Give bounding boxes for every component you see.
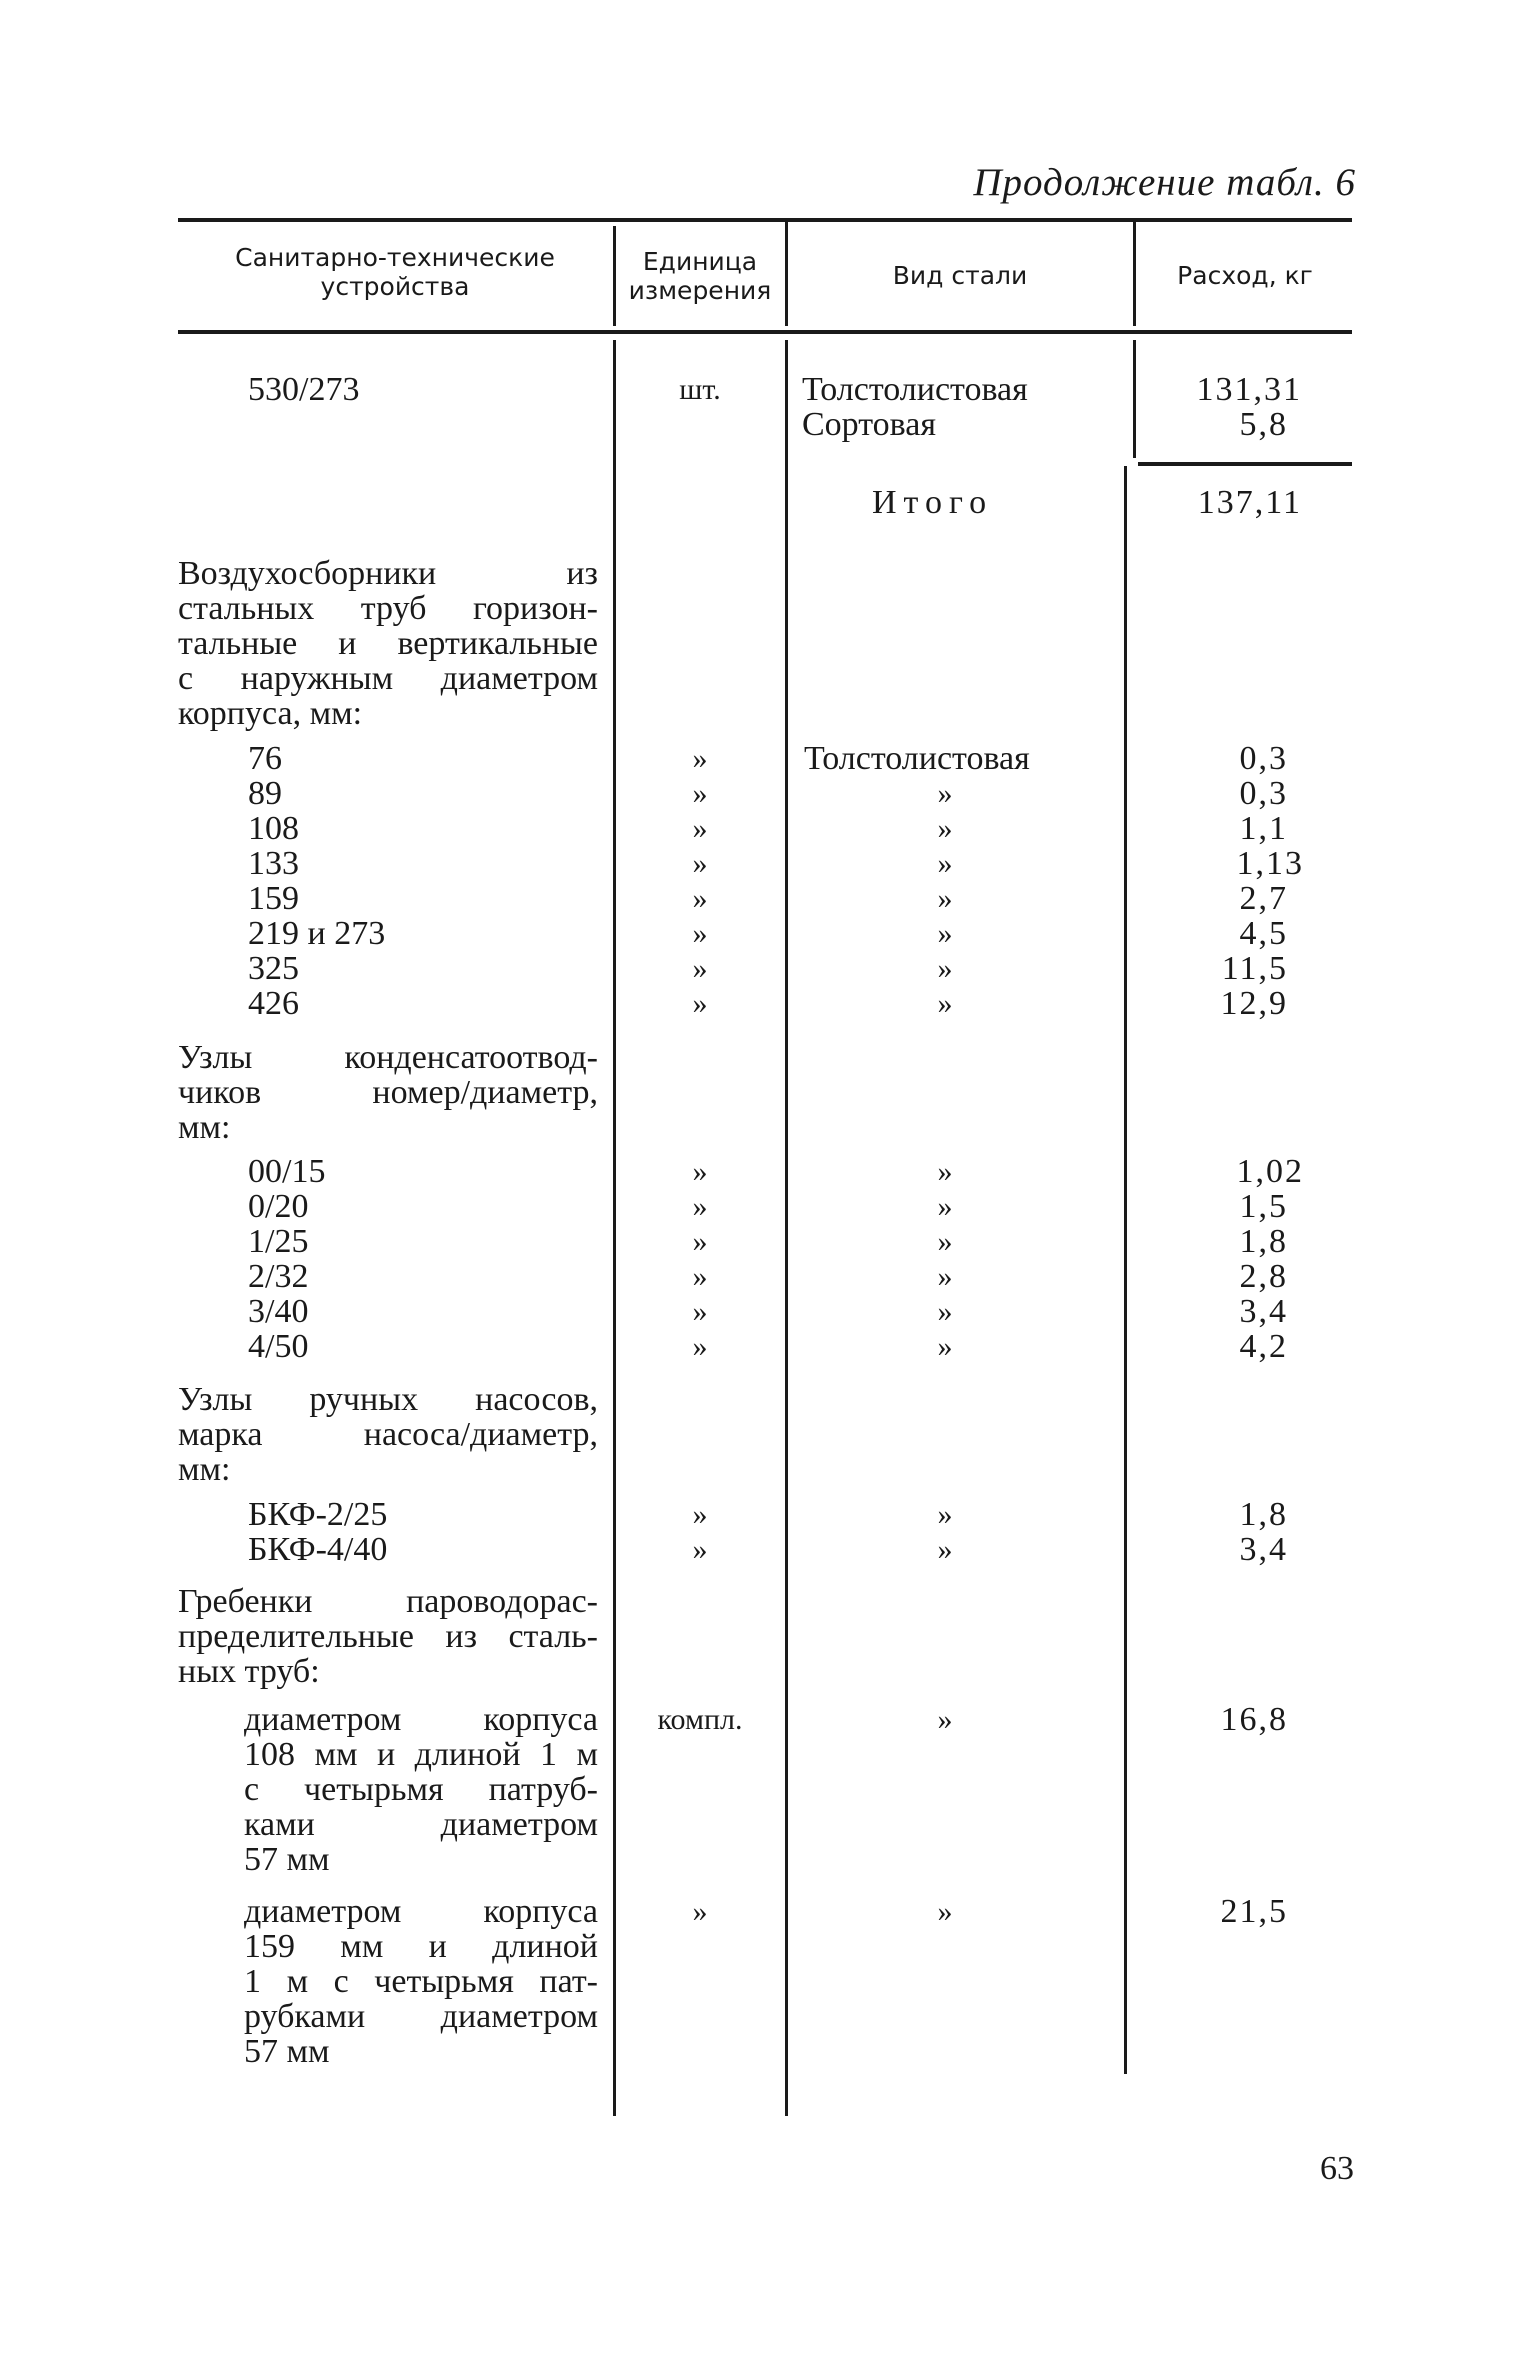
row-steel: » bbox=[937, 812, 953, 845]
row-amount: 131,31 bbox=[1196, 371, 1302, 408]
row-unit: » bbox=[692, 1895, 708, 1928]
row-label: 325 bbox=[248, 950, 299, 987]
col-divider-1 bbox=[613, 226, 616, 326]
row-unit: » bbox=[692, 1330, 708, 1363]
row-amount: 3,4 bbox=[1239, 1293, 1288, 1330]
row-label: БКФ-2/25 bbox=[248, 1496, 388, 1533]
col-divider-3 bbox=[1133, 222, 1136, 326]
row-steel: » bbox=[937, 952, 953, 985]
row-label: 0/20 bbox=[248, 1188, 309, 1225]
header-device: Санитарно-технические устройства bbox=[235, 243, 555, 301]
col-divider-1-body bbox=[613, 340, 616, 2116]
section-title-line: мм: bbox=[178, 1109, 231, 1146]
item-description-line: 57 мм bbox=[244, 2033, 330, 2070]
row-unit: » bbox=[692, 1533, 708, 1566]
item-description-line: рубками диаметром bbox=[244, 1998, 598, 2035]
row-unit: » bbox=[692, 1498, 708, 1531]
header-bottom-rule bbox=[178, 330, 1352, 334]
row-steel: » bbox=[937, 1260, 953, 1293]
item-description-line: 57 мм bbox=[244, 1841, 330, 1878]
row-unit: компл. bbox=[657, 1703, 743, 1736]
row-label: 530/273 bbox=[248, 371, 360, 408]
row-amount: 1,02 bbox=[1236, 1153, 1304, 1190]
row-amount: 11,5 bbox=[1221, 950, 1288, 987]
row-amount: 5,8 bbox=[1239, 406, 1288, 443]
row-unit: » bbox=[692, 742, 708, 775]
item-description-line: ками диаметром bbox=[244, 1806, 598, 1843]
section-title-line: чиков номер/диаметр, bbox=[178, 1074, 598, 1111]
row-amount: 0,3 bbox=[1239, 740, 1288, 777]
row-label: 426 bbox=[248, 985, 299, 1022]
section-title-line: ных труб: bbox=[178, 1653, 320, 1690]
row-label: 00/15 bbox=[248, 1153, 326, 1190]
section-title-line: марка насоса/диаметр, bbox=[178, 1416, 598, 1453]
row-steel: » bbox=[937, 1225, 953, 1258]
row-amount: 1,8 bbox=[1239, 1223, 1288, 1260]
total-label: Итого bbox=[872, 484, 994, 521]
row-steel: » bbox=[937, 847, 953, 880]
top-rule bbox=[178, 218, 1352, 222]
section-title-line: стальных труб горизон- bbox=[178, 590, 598, 627]
row-steel: » bbox=[937, 1190, 953, 1223]
row-steel: » bbox=[937, 917, 953, 950]
section-title-line: Гребенки пароводорас- bbox=[178, 1583, 598, 1620]
row-steel: Толстолистовая bbox=[802, 371, 1028, 408]
total-rule bbox=[1138, 462, 1352, 466]
row-label: 76 bbox=[248, 740, 282, 777]
section-title-line: Узлы конденсатоотвод- bbox=[178, 1039, 598, 1076]
section-title-line: тальные и вертикальные bbox=[178, 625, 598, 662]
row-amount: 1,13 bbox=[1236, 845, 1304, 882]
row-steel: Толстолистовая bbox=[804, 740, 1030, 777]
row-steel: » bbox=[937, 1155, 953, 1188]
row-amount: 1,1 bbox=[1239, 810, 1288, 847]
total-value: 137,11 bbox=[1197, 484, 1302, 521]
row-unit: » bbox=[692, 1155, 708, 1188]
row-label: 219 и 273 bbox=[248, 915, 386, 952]
row-steel: » bbox=[937, 1533, 953, 1566]
item-description-line: диаметром корпуса bbox=[244, 1701, 598, 1738]
item-description-line: 108 мм и длиной 1 м bbox=[244, 1736, 598, 1773]
col-divider-2 bbox=[785, 222, 788, 326]
row-unit: » bbox=[692, 882, 708, 915]
item-description-line: диаметром корпуса bbox=[244, 1893, 598, 1930]
row-amount: 12,9 bbox=[1220, 985, 1288, 1022]
row-unit: » bbox=[692, 812, 708, 845]
item-description-line: 1 м с четырьмя пат- bbox=[244, 1963, 598, 2000]
row-unit: » bbox=[692, 917, 708, 950]
header-amount: Расход, кг bbox=[1177, 261, 1313, 290]
row-label: 89 bbox=[248, 775, 282, 812]
table-caption: Продолжение табл. 6 bbox=[973, 161, 1356, 204]
row-steel: Сортовая bbox=[802, 406, 936, 443]
section-title-line: Воздухосборники из bbox=[178, 555, 598, 592]
row-label: 108 bbox=[248, 810, 299, 847]
section-title-line: Узлы ручных насосов, bbox=[178, 1381, 598, 1418]
item-description-line: с четырьмя патруб- bbox=[244, 1771, 598, 1808]
row-label: 2/32 bbox=[248, 1258, 309, 1295]
row-label: БКФ-4/40 bbox=[248, 1531, 388, 1568]
section-title-line: с наружным диаметром bbox=[178, 660, 598, 697]
row-steel: » bbox=[937, 1895, 953, 1928]
section-title-line: корпуса, мм: bbox=[178, 695, 363, 732]
row-steel: » bbox=[937, 882, 953, 915]
row-amount: 4,5 bbox=[1239, 915, 1288, 952]
row-unit: » bbox=[692, 1295, 708, 1328]
row-unit: » bbox=[692, 952, 708, 985]
row-amount: 1,8 bbox=[1239, 1496, 1288, 1533]
row-unit: » bbox=[692, 987, 708, 1020]
row-unit: » bbox=[692, 777, 708, 810]
row-steel: » bbox=[937, 987, 953, 1020]
row-unit: » bbox=[692, 1190, 708, 1223]
page-number: 63 bbox=[1320, 2150, 1354, 2187]
row-steel: » bbox=[937, 1703, 953, 1736]
row-label: 133 bbox=[248, 845, 299, 882]
row-unit: шт. bbox=[679, 373, 721, 406]
row-amount: 2,8 bbox=[1239, 1258, 1288, 1295]
row-amount: 0,3 bbox=[1239, 775, 1288, 812]
item-description-line: 159 мм и длиной bbox=[244, 1928, 598, 1965]
col-divider-3-body bbox=[1133, 340, 1136, 458]
row-amount: 21,5 bbox=[1220, 1893, 1288, 1930]
row-label: 3/40 bbox=[248, 1293, 309, 1330]
row-amount: 3,4 bbox=[1239, 1531, 1288, 1568]
header-steel: Вид стали bbox=[892, 261, 1028, 290]
row-amount: 2,7 bbox=[1239, 880, 1288, 917]
header-unit: Единица измерения bbox=[628, 247, 772, 305]
row-unit: » bbox=[692, 847, 708, 880]
row-steel: » bbox=[937, 1330, 953, 1363]
section-title-line: мм: bbox=[178, 1451, 231, 1488]
row-amount: 4,2 bbox=[1239, 1328, 1288, 1365]
row-amount: 16,8 bbox=[1220, 1701, 1288, 1738]
col-divider-3-lower bbox=[1124, 466, 1127, 2074]
col-divider-2-body bbox=[785, 340, 788, 2116]
row-steel: » bbox=[937, 1295, 953, 1328]
row-label: 159 bbox=[248, 880, 299, 917]
section-title-line: пределительные из сталь- bbox=[178, 1618, 598, 1655]
row-steel: » bbox=[937, 777, 953, 810]
row-steel: » bbox=[937, 1498, 953, 1531]
row-unit: » bbox=[692, 1260, 708, 1293]
row-label: 1/25 bbox=[248, 1223, 309, 1260]
row-amount: 1,5 bbox=[1239, 1188, 1288, 1225]
row-label: 4/50 bbox=[248, 1328, 309, 1365]
row-unit: » bbox=[692, 1225, 708, 1258]
